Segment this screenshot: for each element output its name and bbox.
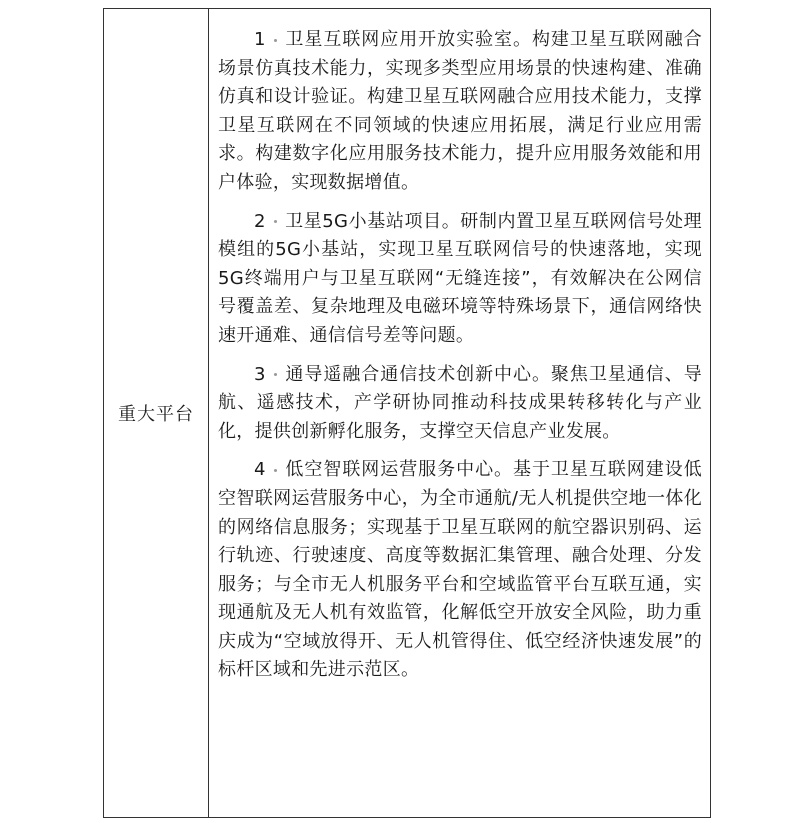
list-item [218, 361, 702, 447]
platform-table [103, 8, 711, 818]
bullet-dot-icon [274, 39, 277, 42]
list-item [218, 26, 702, 198]
list-item [218, 456, 702, 685]
row-content-cell [209, 9, 711, 818]
item-text: 低空智联网运营服务中心。基于卫星互联网建设低空智联网运营服务中心，为全市通航/无人机提供空地一体化的网络信息服务；实现基于卫星互联网的航空器识别码、运行轨迹、行驶速度、高度等数据汇集管理、融合处理、分发服务；与全市无人机服务平台和空域监管平台互联互通，实现通航及无人机有效监管，化解低空开放安全风险，助力重庆成为“空域放得开、无人机管得住、低空经济快速发展”的标杆区域和先进示范区。 [218, 459, 702, 681]
item-number: 3 [254, 363, 266, 385]
list-item [218, 208, 702, 351]
item-text: 通导遥融合通信技术创新中心。聚焦卫星通信、导航、遥感技术，产学研协同推动科技成果转移转化与产业化，提供创新孵化服务，支撑空天信息产业发展。 [218, 363, 702, 442]
item-text: 卫星互联网应用开放实验室。构建卫星互联网融合场景仿真技术能力，实现多类型应用场景的快速构建、准确仿真和设计验证。构建卫星互联网融合应用技术能力，支撑卫星互联网在不同领域的快速应用拓展，满足行业应用需求。构建数字化应用服务技术能力，提升应用服务效能和用户体验，实现数据增值。 [218, 29, 702, 193]
item-number: 4 [254, 459, 266, 481]
table-row [104, 9, 711, 818]
bullet-dot-icon [274, 220, 277, 223]
row-label: 重大平台 [118, 404, 194, 425]
item-number: 2 [254, 210, 266, 232]
item-text: 卫星5G小基站项目。研制内置卫星互联网信号处理模组的5G小基站，实现卫星互联网信号的快速落地，实现5G终端用户与卫星互联网“无缝连接”，有效解决在公网信号覆盖差、复杂地理及电磁环境等特殊场景下，通信网络快速开通难、通信信号差等问题。 [218, 210, 702, 346]
row-label-cell [104, 9, 209, 818]
bullet-dot-icon [274, 469, 277, 472]
item-number: 1 [254, 29, 266, 50]
bullet-dot-icon [274, 373, 277, 376]
